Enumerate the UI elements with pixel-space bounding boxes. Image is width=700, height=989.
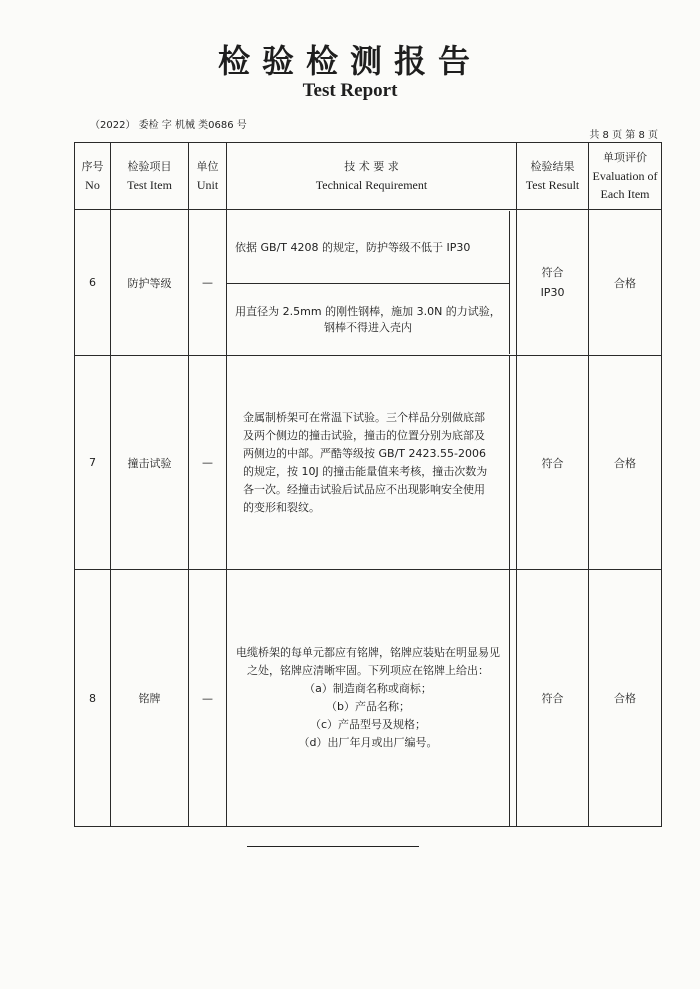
requirement-list-item: （a）制造商名称或商标； — [304, 682, 432, 695]
result-line1: 符合 — [541, 265, 564, 279]
row-no: 7 — [75, 356, 111, 570]
report-title-cn: 检验检测报告 — [217, 42, 482, 80]
header-result-cn: 检验结果 — [530, 160, 575, 173]
header-no-en: No — [85, 178, 100, 192]
header-requirement — [227, 143, 517, 210]
requirement-box — [227, 356, 510, 569]
row-evaluation: 合格 — [589, 210, 662, 356]
result-line2: IP30 — [540, 285, 565, 299]
requirement-part-a — [227, 211, 510, 284]
row-item: 铭牌 — [111, 570, 189, 827]
header-eval-en2: Each Item — [600, 187, 650, 201]
requirement-text-a: 依据 GB/T 4208 的规定，防护等级不低于 IP30 — [235, 241, 471, 254]
requirement-part-b — [227, 284, 510, 354]
row-no: 8 — [75, 570, 111, 827]
header-eval-cn: 单项评价 — [603, 151, 647, 164]
header-item — [111, 143, 189, 210]
page-info: 共 8 页 第 8 页 — [589, 130, 658, 141]
report-title-en: Test Report — [302, 80, 398, 101]
header-req-cn: 技 术 要 求 — [344, 160, 399, 173]
requirement-list-item: （b）产品名称； — [326, 700, 410, 713]
table-header-row — [75, 143, 662, 210]
table-row — [75, 356, 662, 570]
row-unit: — — [189, 570, 227, 827]
row-requirement — [227, 210, 517, 356]
row-unit: — — [189, 356, 227, 570]
header-req-en: Technical Requirement — [315, 178, 428, 192]
header-unit-cn: 单位 — [196, 160, 219, 173]
header-item-en: Test Item — [127, 178, 172, 192]
report-reference: （2022） 委检 字 机械 类0686 号 — [90, 120, 247, 131]
row-item: 防护等级 — [111, 210, 189, 356]
table-row — [75, 210, 662, 356]
header-unit-en: Unit — [196, 178, 219, 192]
row-item: 撞击试验 — [111, 356, 189, 570]
row-no: 6 — [75, 210, 111, 356]
requirement-list-item: （c）产品型号及规格； — [309, 718, 427, 731]
end-of-report-line — [247, 846, 419, 847]
row-result: 符合 — [517, 570, 589, 827]
requirement-intro: 电缆桥架的每单元都应有铭牌，铭牌应装贴在明显易见之处，铭牌应清晰牢固。下列项应在铭牌上给出： — [236, 646, 500, 677]
report-table — [74, 142, 662, 827]
row-evaluation: 合格 — [589, 570, 662, 827]
header-no — [75, 143, 111, 210]
header-result-en: Test Result — [525, 178, 580, 192]
row-result — [517, 210, 589, 356]
row-evaluation: 合格 — [589, 356, 662, 570]
requirement-text-b: 用直径为 2.5mm 的刚性钢棒，施加 3.0N 的力试验，钢棒不得进入壳内 — [235, 305, 501, 334]
row-requirement — [227, 356, 517, 570]
row-result: 符合 — [517, 356, 589, 570]
table-row — [75, 570, 662, 827]
header-result — [517, 143, 589, 210]
requirement-box — [227, 570, 510, 826]
header-eval-en1: Evaluation of — [592, 169, 658, 183]
header-evaluation — [589, 143, 662, 210]
header-no-cn: 序号 — [81, 160, 104, 173]
row-unit: — — [189, 210, 227, 356]
requirement-text: 金属制桥架可在常温下试验。三个样品分别做底部及两个侧边的撞击试验，撞击的位置分别为底部及两侧边的中部。严酷等级按 GB/T 2423.55-2006 的规定，按 10J 的撞击能量值来考核，撞击次数为各一次。经撞击试验后试品应不出现影响安全使用的变形和裂纹。 — [243, 410, 488, 514]
header-item-cn: 检验项目 — [127, 160, 172, 173]
requirement-list-item: （d）出厂年月或出厂编号。 — [298, 736, 438, 749]
header-unit — [189, 143, 227, 210]
row-requirement — [227, 570, 517, 827]
